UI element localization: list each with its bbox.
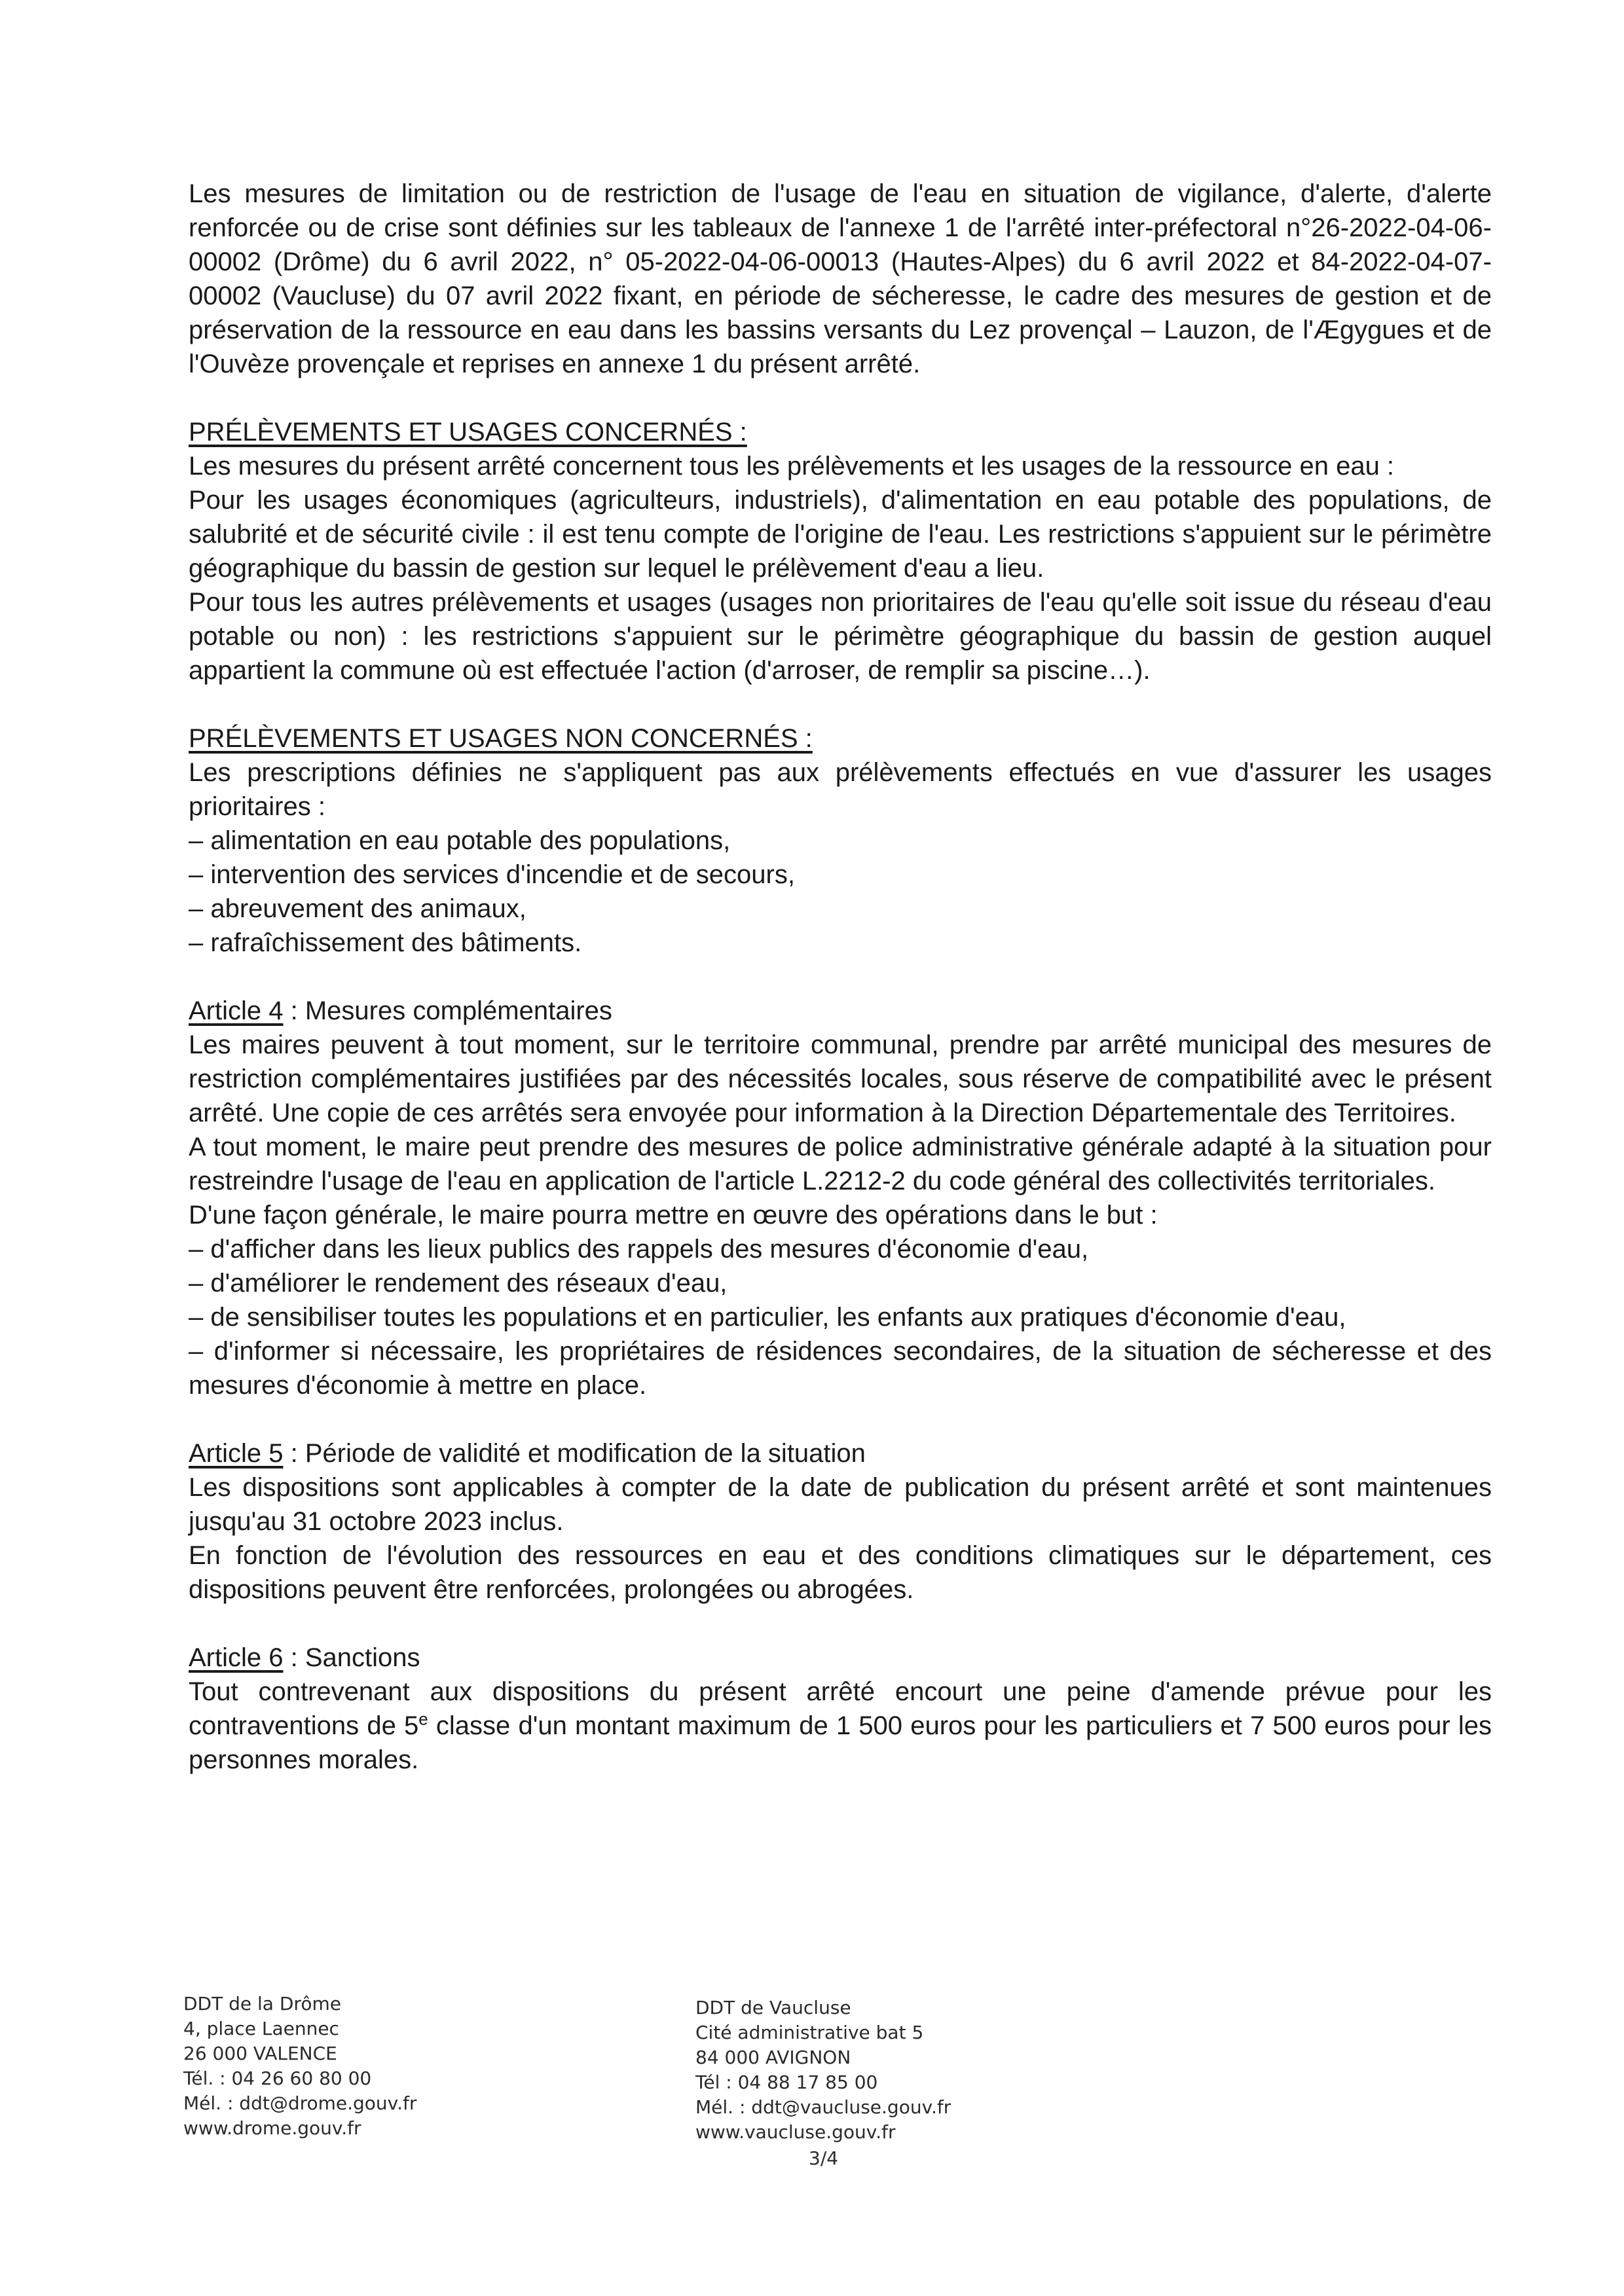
footer-line: Tél. : 04 26 60 80 00 [183, 2068, 372, 2089]
footer-line: 26 000 VALENCE [183, 2043, 337, 2064]
article-4-paragraph-1: Les maires peuvent à tout moment, sur le territoire communal, prendre par arrêté municipal des mesures de restriction complémentaires justifiées par des nécessités locales, sous réserve de compatibilité avec le présent arrêté. Une copie de ces arrêtés sera envoyée pour information à la Direction Départementale des Territoires. [189, 1030, 1492, 1127]
footer-line: 4, place Laennec [183, 2018, 339, 2039]
footer-address-vaucluse [695, 1995, 951, 2145]
list-item: – de sensibiliser toutes les populations et en particulier, les enfants aux pratiques d'économie d'eau, [189, 1303, 1346, 1332]
section-concernes [189, 415, 1492, 687]
list-item: – d'améliorer le rendement des réseaux d'eau, [189, 1269, 728, 1298]
list-item: – intervention des services d'incendie et de secours, [189, 860, 795, 889]
heading-non-concernes: PRÉLÈVEMENTS ET USAGES NON CONCERNÉS : [189, 724, 813, 753]
footer-line: Tél : 04 88 17 85 00 [695, 2071, 878, 2093]
article-6-heading: Article 6 : Sanctions [189, 1643, 420, 1672]
concernes-paragraph-2: Pour les usages économiques (agriculteurs, industriels), d'alimentation en eau potable des populations, de salubrité et de sécurité civile : il est tenu compte de l'origine de l'eau. Les restrictions s'appuient sur le périmètre géographique du bassin de gestion sur lequel le prélèvement d'eau a lieu. [189, 486, 1492, 583]
article-4-heading: Article 4 : Mesures complémentaires [189, 996, 612, 1025]
footer-line: Mél. : ddt@vaucluse.gouv.fr [695, 2096, 951, 2118]
footer-line: www.drome.gouv.fr [183, 2117, 361, 2139]
footer-line: www.vaucluse.gouv.fr [695, 2121, 896, 2143]
page-number: 3/4 [809, 2147, 839, 2169]
article-4 [189, 994, 1492, 1402]
section-non-concernes [189, 721, 1492, 960]
list-item: – d'informer si nécessaire, les propriétaires de résidences secondaires, de la situation de sécheresse et des mesures d'économie à mettre en place. [189, 1337, 1492, 1400]
article-5-heading: Article 5 : Période de validité et modification de la situation [189, 1439, 866, 1468]
document-body [189, 177, 1492, 1777]
list-item: – d'afficher dans les lieux publics des rappels des mesures d'économie d'eau, [189, 1235, 1089, 1264]
article-4-paragraph-3: D'une façon générale, le maire pourra mettre en œuvre des opérations dans le but : [189, 1201, 1158, 1230]
article-5 [189, 1436, 1492, 1607]
concernes-paragraph-1: Les mesures du présent arrêté concernent tous les prélèvements et les usages de la ressource en eau : [189, 452, 1395, 481]
list-item: – abreuvement des animaux, [189, 894, 526, 923]
footer-line: DDT de la Drôme [183, 1993, 341, 2014]
concernes-paragraph-3: Pour tous les autres prélèvements et usages (usages non prioritaires de l'eau qu'elle soit issue du réseau d'eau potable ou non) : les restrictions s'appuient sur le périmètre géographique du bassin de gestion auquel appartient la commune où est effectuée l'action (d'arroser, de remplir sa piscine…). [189, 588, 1492, 685]
heading-concernes: PRÉLÈVEMENTS ET USAGES CONCERNÉS : [189, 418, 747, 446]
article-4-paragraph-2: A tout moment, le maire peut prendre des mesures de police administrative générale adapté à la situation pour restreindre l'usage de l'eau en application de l'article L.2212-2 du code général des collectivités territoriales. [189, 1133, 1492, 1195]
article-5-paragraph-1: Les dispositions sont applicables à compter de la date de publication du présent arrêté et sont maintenues jusqu'au 31 octobre 2023 inclus. [189, 1473, 1492, 1536]
footer-line: 84 000 AVIGNON [695, 2047, 851, 2068]
footer-line: Cité administrative bat 5 [695, 2022, 924, 2043]
list-item: – rafraîchissement des bâtiments. [189, 928, 582, 957]
footer-line: DDT de Vaucluse [695, 1997, 851, 2018]
article-5-paragraph-2: En fonction de l'évolution des ressources en eau et des conditions climatiques sur le département, ces dispositions peuvent être renforcées, prolongées ou abrogées. [189, 1541, 1492, 1604]
article-6 [189, 1641, 1492, 1777]
list-item: – alimentation en eau potable des populations, [189, 826, 731, 855]
non-concernes-intro: Les prescriptions définies ne s'appliquent pas aux prélèvements effectués en vue d'assurer les usages prioritaires : [189, 758, 1492, 821]
footer-line: Mél. : ddt@drome.gouv.fr [183, 2092, 417, 2114]
footer-address-drome [183, 1992, 416, 2141]
article-6-paragraph-1: Tout contrevenant aux dispositions du présent arrêté encourt une peine d'amende prévue pour les contraventions de 5e classe d'un montant maximum de 1 500 euros pour les particuliers et 7 500 euros pour les personnes morales. [189, 1677, 1492, 1774]
intro-paragraph: Les mesures de limitation ou de restriction de l'usage de l'eau en situation de vigilance, d'alerte, d'alerte renforcée ou de crise sont définies sur les tableaux de l'annexe 1 de l'arrêté inter-préfectoral n°26-2022-04-06-00002 (Drôme) du 6 avril 2022, n° 05-2022-04-06-00013 (Hautes-Alpes) du 6 avril 2022 et 84-2022-04-07-00002 (Vaucluse) du 07 avril 2022 fixant, en période de sécheresse, le cadre des mesures de gestion et de préservation de la ressource en eau dans les bassins versants du Lez provençal – Lauzon, de l'Ægygues et de l'Ouvèze provençale et reprises en annexe 1 du présent arrêté. [189, 179, 1492, 378]
